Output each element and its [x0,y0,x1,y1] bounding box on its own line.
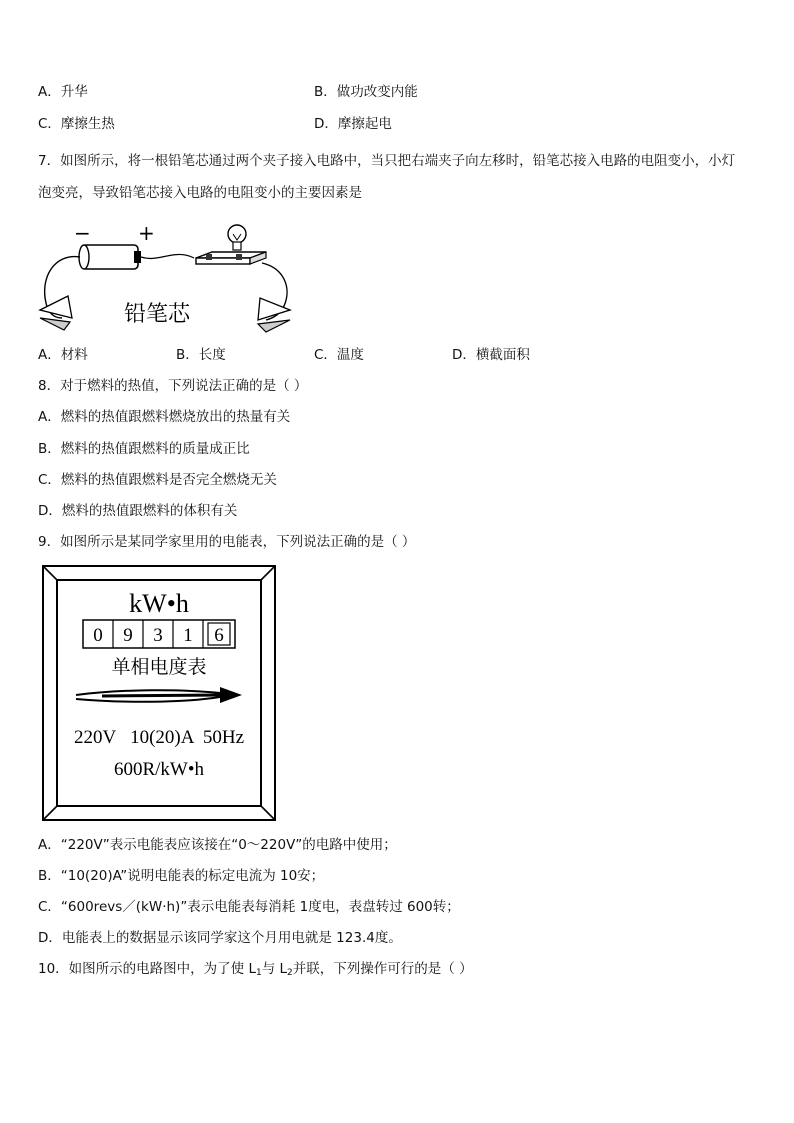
q8-option-d: D．燃料的热值跟燃料的体积有关 [38,503,238,519]
battery-minus-sign: − [74,221,91,245]
q10-subscript-2: 2 [287,968,293,978]
battery-icon [79,245,141,269]
q10-stem-prefix: 10．如图所示的电路图中，为了使 L [38,961,256,977]
electric-meter-figure [42,565,276,821]
meter-digit: 9 [123,625,133,646]
q8-option-a: A．燃料的热值跟燃料燃烧放出的热量有关 [38,409,291,425]
light-bulb-icon [196,225,266,264]
q10-stem-suffix: 并联，下列操作可行的是（ ） [292,961,473,977]
meter-digit-display [83,620,235,648]
q10-subscript-1: 1 [256,968,262,978]
pencil-lead-label: 铅笔芯 [124,302,191,327]
q10-stem-mid: 与 L [261,961,288,977]
left-clip-icon [40,296,72,330]
q7-option-d: D．横截面积 [452,347,530,363]
q8-stem: 8．对于燃料的热值，下列说法正确的是（ ） [38,378,308,394]
meter-name: 单相电度表 [111,656,207,678]
wire-battery-to-bulb [141,254,194,258]
meter-unit: kW•h [129,589,189,618]
q7-stem-line1: 7．如图所示，将一根铅笔芯通过两个夹子接入电路中，当只把右端夹子向左移时，铅笔芯接入电路的电阻变小，小灯 [38,153,736,169]
meter-digit-decimal: 6 [214,625,224,646]
meter-spec-line1: 220V 10(20)A 50Hz [73,727,245,748]
meter-digit: 0 [93,625,103,646]
q7-stem-line2: 泡变亮，导致铅笔芯接入电路的电阻变小的主要因素是 [38,185,362,201]
pencil-lead-circuit-figure [34,218,296,340]
meter-digit: 1 [183,625,193,646]
meter-spec-line2: 600R/kW•h [113,759,205,780]
q6-option-b: B．做功改变内能 [314,84,418,100]
q9-option-c: C．“600revs／(kW·h)”表示电能表每消耗 1度电，表盘转过 600转； [38,899,460,915]
q9-option-d: D．电能表上的数据显示该同学家这个月用电就是 123.4度。 [38,930,402,946]
q7-option-b: B．长度 [176,347,226,363]
q9-option-a: A．“220V”表示电能表应该接在“0～220V”的电路中使用； [38,837,397,853]
q8-option-b: B．燃料的热值跟燃料的质量成正比 [38,441,250,457]
q9-stem: 9．如图所示是某同学家里用的电能表，下列说法正确的是（ ） [38,534,416,550]
q7-option-a: A．材料 [38,347,88,363]
q6-option-d: D．摩擦起电 [314,116,392,132]
q6-option-c: C．摩擦生热 [38,116,115,132]
q8-option-c: C．燃料的热值跟燃料是否完全燃烧无关 [38,472,277,488]
battery-plus-sign: + [138,221,155,245]
q7-option-c: C．温度 [314,347,364,363]
q6-option-a: A．升华 [38,84,88,100]
q9-option-b: B．“10(20)A”说明电能表的标定电流为 10安； [38,868,325,884]
q10-stem [38,960,473,982]
meter-digit: 3 [153,625,163,646]
